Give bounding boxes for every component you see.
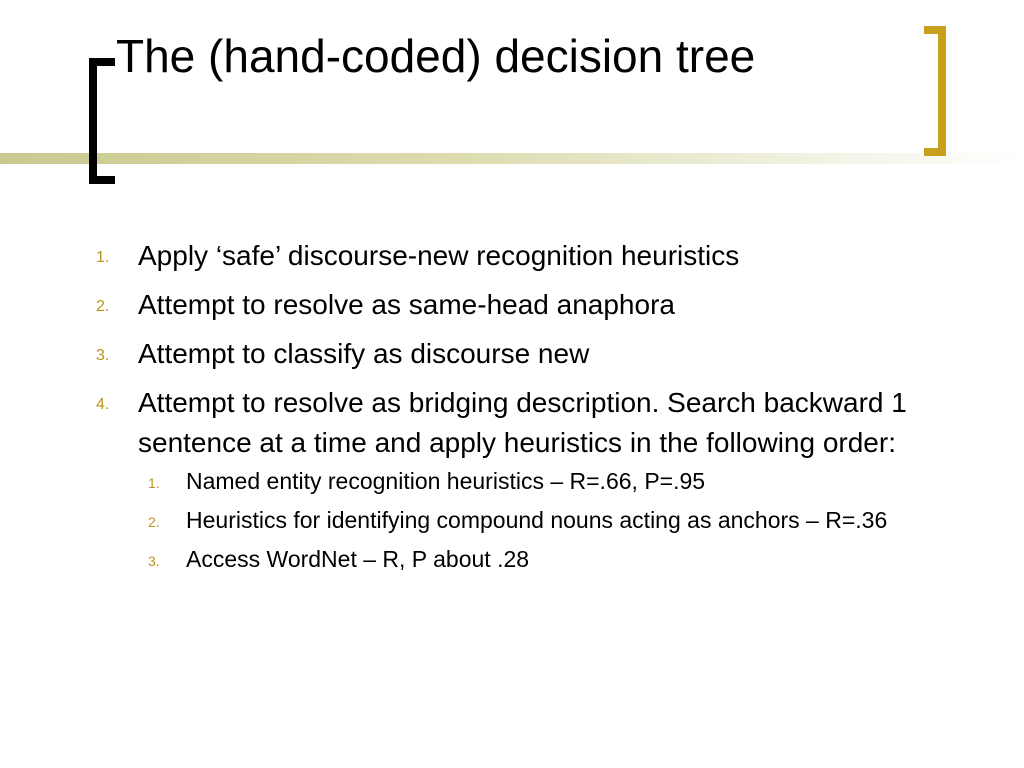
list-item-text: Apply ‘safe’ discourse-new recognition heuristics <box>138 240 740 271</box>
numbered-list <box>96 236 916 576</box>
sub-list-item-text: Access WordNet – R, P about .28 <box>186 546 530 572</box>
list-item-number: 4. <box>96 396 110 413</box>
sub-list-item-text: Heuristics for identifying compound nouns acting as anchors – R=.36 <box>186 507 888 533</box>
sub-numbered-list <box>138 465 916 576</box>
list-item-number: 2. <box>96 298 110 315</box>
list-item <box>96 383 916 576</box>
list-item <box>96 285 916 325</box>
sub-list-item <box>138 504 916 537</box>
sub-list-item-number: 3. <box>148 553 160 569</box>
list-item-text: Attempt to classify as discourse new <box>138 338 590 369</box>
right-bracket-decoration <box>924 26 946 156</box>
sub-list-item-text: Named entity recognition heuristics – R=.66, P=.95 <box>186 468 706 494</box>
sub-list-item-number: 2. <box>148 514 160 530</box>
sub-list-item <box>138 543 916 576</box>
slide-title: The (hand-coded) decision tree <box>116 30 756 82</box>
list-item <box>96 236 916 276</box>
sub-list-item-number: 1. <box>148 475 160 491</box>
title-gradient-band <box>0 153 1024 164</box>
list-item-text: Attempt to resolve as bridging description. Search backward 1 sentence at a time and apply heuristics in the following order: <box>138 387 907 458</box>
sub-list-item <box>138 465 916 498</box>
list-item-number: 3. <box>96 347 110 364</box>
list-item-number: 1. <box>96 249 110 266</box>
slide-content <box>96 236 916 585</box>
left-bracket-decoration <box>89 58 115 184</box>
list-item-text: Attempt to resolve as same-head anaphora <box>138 289 675 320</box>
list-item <box>96 334 916 374</box>
